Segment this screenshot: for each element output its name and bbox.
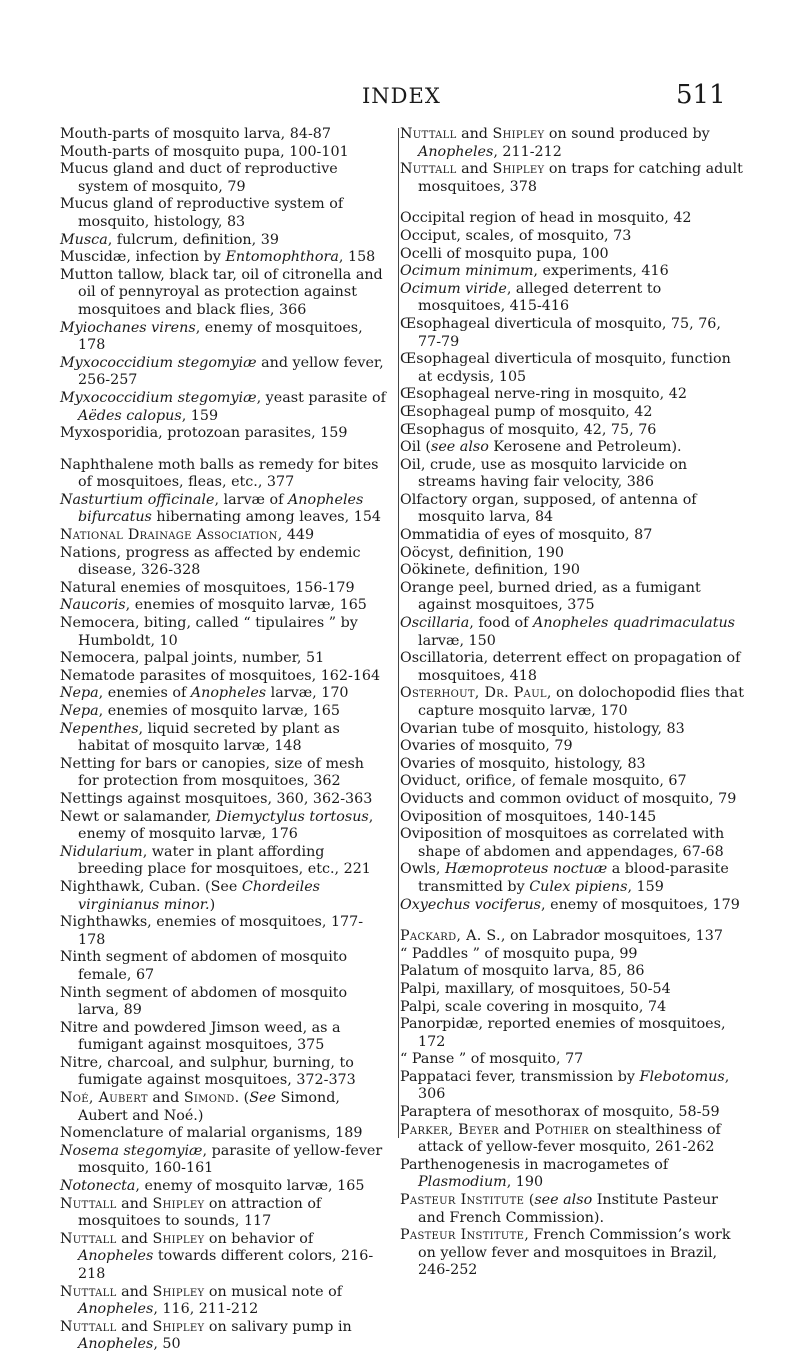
index-entry: Nations, progress as affected by endemic disease, 326-328	[60, 544, 361, 579]
index-entry: Nighthawk, Cuban. (See Chordeiles virginianus minor.)	[60, 878, 321, 913]
index-entry: Nitre and powdered Jimson weed, as a fumigant against mosquitoes, 375	[60, 1019, 341, 1054]
index-entry: Nettings against mosquitoes, 360, 362-363	[60, 790, 373, 807]
index-entry: Naucoris, enemies of mosquito larvæ, 165	[60, 597, 367, 614]
index-entry: Oil, crude, use as mosquito larvicide on streams having fair velocity, 386	[400, 456, 688, 491]
index-entry: Palpi, maxillary, of mosquitoes, 50-54	[400, 980, 671, 997]
index-entry: Nemocera, biting, called “ tipulaires ” by Humboldt, 10	[60, 615, 358, 649]
index-entry: Nuttall and Shipley on musical note of Anopheles, 116, 211-212	[60, 1283, 343, 1318]
index-entry: Palatum of mosquito larva, 85, 86	[400, 963, 645, 980]
index-entry: Occiput, scales, of mosquito, 73	[400, 227, 632, 244]
index-entry: Nuttall and Shipley on salivary pump in Anopheles, 50	[60, 1318, 352, 1353]
index-entry: Ocimum viride, alleged deterrent to mosquitoes, 415-416	[400, 280, 662, 315]
index-entry: Ocimum minimum, experiments, 416	[400, 263, 669, 280]
index-entry: Osterhout, Dr. Paul, on dolochopodid flies that capture mosquito larvæ, 170	[400, 685, 744, 719]
index-entry: Mouth-parts of mosquito pupa, 100-101	[60, 143, 349, 160]
index-entry: Mutton tallow, black tar, oil of citronella and oil of pennyroyal as protection against mosquitoes and black flies, 366	[60, 266, 383, 318]
index-entry: Oviduct, orifice, of female mosquito, 67	[400, 773, 687, 790]
index-entry: Oökinete, definition, 190	[400, 562, 580, 579]
index-entry: Noé, Aubert and Simond. (See Simond, Aubert and Noé.)	[60, 1090, 340, 1124]
index-entry: Musca, fulcrum, definition, 39	[60, 231, 279, 248]
index-entry: Notonecta, enemy of mosquito larvæ, 165	[60, 1178, 365, 1195]
index-entry: Olfactory organ, supposed, of antenna of mosquito larva, 84	[400, 491, 697, 526]
index-entry: Ovaries of mosquito, histology, 83	[400, 755, 646, 772]
index-entry: Mucus gland and duct of reproductive system of mosquito, 79	[60, 161, 338, 195]
index-entry: Oviposition of mosquitoes as correlated with shape of abdomen and appendages, 67-68	[400, 826, 725, 860]
index-entry: Myxococcidium stegomyiæ, yeast parasite of Aëdes calopus, 159	[60, 389, 386, 424]
index-entry: Nuttall and Shipley on attraction of mosquitoes to sounds, 117	[60, 1195, 322, 1230]
index-entry: Netting for bars or canopies, size of mesh for protection from mosquitoes, 362	[60, 755, 365, 790]
index-entry: Owls, Hæmoproteus noctuæ a blood-parasite transmitted by Culex pipiens, 159	[400, 861, 729, 895]
page-number: 511	[676, 80, 726, 110]
index-entry: Oöcyst, definition, 190	[400, 544, 565, 561]
index-entry: Newt or salamander, Diemyctylus tortosus, enemy of mosquito larvæ, 176	[60, 808, 374, 843]
index-column-left	[60, 126, 388, 1354]
index-entry: Natural enemies of mosquitoes, 156-179	[60, 579, 355, 596]
index-entry: Myxosporidia, protozoan parasites, 159	[60, 425, 348, 442]
index-entry: Myiochanes virens, enemy of mosquitoes, 178	[60, 319, 363, 354]
index-entry: Ninth segment of abdomen of mosquito larva, 89	[60, 984, 348, 1019]
index-entry: Pasteur Institute, French Commission’s work on yellow fever and mosquitoes in Brazil, 246-252	[400, 1227, 731, 1279]
column-divider	[398, 128, 399, 1138]
index-entry: Nidularium, water in plant affording breeding place for mosquitoes, etc., 221	[60, 843, 371, 878]
index-entry: Œsophageal nerve-ring in mosquito, 42	[400, 386, 687, 403]
index-entry: Nepa, enemies of Anopheles larvæ, 170	[60, 685, 349, 702]
index-entry: Nasturtium officinale, larvæ of Anopheles bifurcatus hibernating among leaves, 154	[60, 491, 382, 526]
index-entry: National Drainage Association, 449	[60, 527, 315, 544]
index-entry: Nitre, charcoal, and sulphur, burning, to fumigate against mosquitoes, 372-373	[60, 1054, 356, 1089]
index-entry: Nuttall and Shipley on sound produced by Anopheles, 211-212	[400, 126, 710, 160]
index-entry: Oviposition of mosquitoes, 140-145	[400, 808, 657, 825]
index-entry: “ Paddles ” of mosquito pupa, 99	[400, 945, 638, 962]
index-entry: Nomenclature of malarial organisms, 189	[60, 1125, 363, 1142]
index-entry: Œsophageal pump of mosquito, 42	[400, 403, 653, 420]
index-entry: Oil (see also Kerosene and Petroleum).	[400, 439, 682, 456]
index-entry: Nepenthes, liquid secreted by plant as habitat of mosquito larvæ, 148	[60, 720, 340, 755]
index-entry: Panorpidæ, reported enemies of mosquitoes, 172	[400, 1016, 726, 1050]
index-entry: Nematode parasites of mosquitoes, 162-164	[60, 667, 381, 684]
index-entry: Orange peel, burned dried, as a fumigant against mosquitoes, 375	[400, 579, 701, 614]
index-entry: Palpi, scale covering in mosquito, 74	[400, 998, 667, 1015]
index-entry: Myxococcidium stegomyiæ and yellow fever, 256-257	[60, 354, 384, 389]
index-entry: Nuttall and Shipley on traps for catching adult mosquitoes, 378	[400, 161, 743, 195]
index-entry: Ommatidia of eyes of mosquito, 87	[400, 527, 653, 544]
index-entry: Mucus gland of reproductive system of mosquito, histology, 83	[60, 196, 344, 230]
index-entry: Nosema stegomyiæ, parasite of yellow-fever mosquito, 160-161	[60, 1142, 383, 1177]
index-column-right	[400, 126, 744, 1280]
page-header-title: INDEX	[362, 84, 441, 108]
index-entry: Oxyechus vociferus, enemy of mosquitoes, 179	[400, 896, 740, 913]
index-entry: Oviducts and common oviduct of mosquito, 79	[400, 790, 737, 807]
index-entry: Œsophagus of mosquito, 42, 75, 76	[400, 421, 657, 438]
index-entry: Nighthawks, enemies of mosquitoes, 177-178	[60, 914, 364, 948]
index-entry: Muscidæ, infection by Entomophthora, 158	[60, 249, 376, 266]
index-entry: Occipital region of head in mosquito, 42	[400, 210, 692, 227]
index-entry: Ovarian tube of mosquito, histology, 83	[400, 720, 685, 737]
index-entry: Nemocera, palpal joints, number, 51	[60, 650, 325, 667]
index-entry: “ Panse ” of mosquito, 77	[400, 1051, 584, 1068]
index-entry: Ocelli of mosquito pupa, 100	[400, 245, 609, 262]
index-entry: Paraptera of mesothorax of mosquito, 58-59	[400, 1104, 720, 1121]
index-entry: Œsophageal diverticula of mosquito, function at ecdysis, 105	[400, 351, 731, 385]
index-entry: Pasteur Institute (see also Institute Pasteur and French Commission).	[400, 1192, 719, 1226]
index-entry: Nepa, enemies of mosquito larvæ, 165	[60, 703, 340, 719]
index-entry: Parthenogenesis in macrogametes of Plasmodium, 190	[400, 1156, 669, 1191]
index-entry: Œsophageal diverticula of mosquito, 75, 76, 77-79	[400, 315, 721, 350]
index-entry: Naphthalene moth balls as remedy for bites of mosquitoes, fleas, etc., 377	[60, 456, 379, 491]
index-entry: Mouth-parts of mosquito larva, 84-87	[60, 126, 331, 142]
index-entry: Ovaries of mosquito, 79	[400, 738, 573, 755]
index-entry: Packard, A. S., on Labrador mosquitoes, 137	[400, 928, 723, 945]
index-entry: Ninth segment of abdomen of mosquito female, 67	[60, 949, 348, 983]
index-entry: Nuttall and Shipley on behavior of Anopheles towards different colors, 216-218	[60, 1230, 374, 1282]
index-entry: Parker, Beyer and Pothier on stealthiness of attack of yellow-fever mosquito, 261-262	[400, 1121, 721, 1156]
index-entry: Oscillaria, food of Anopheles quadrimaculatus larvæ, 150	[400, 615, 735, 649]
index-entry: Pappataci fever, transmission by Flebotomus, 306	[400, 1068, 730, 1103]
index-entry: Oscillatoria, deterrent effect on propagation of mosquitoes, 418	[400, 650, 741, 684]
